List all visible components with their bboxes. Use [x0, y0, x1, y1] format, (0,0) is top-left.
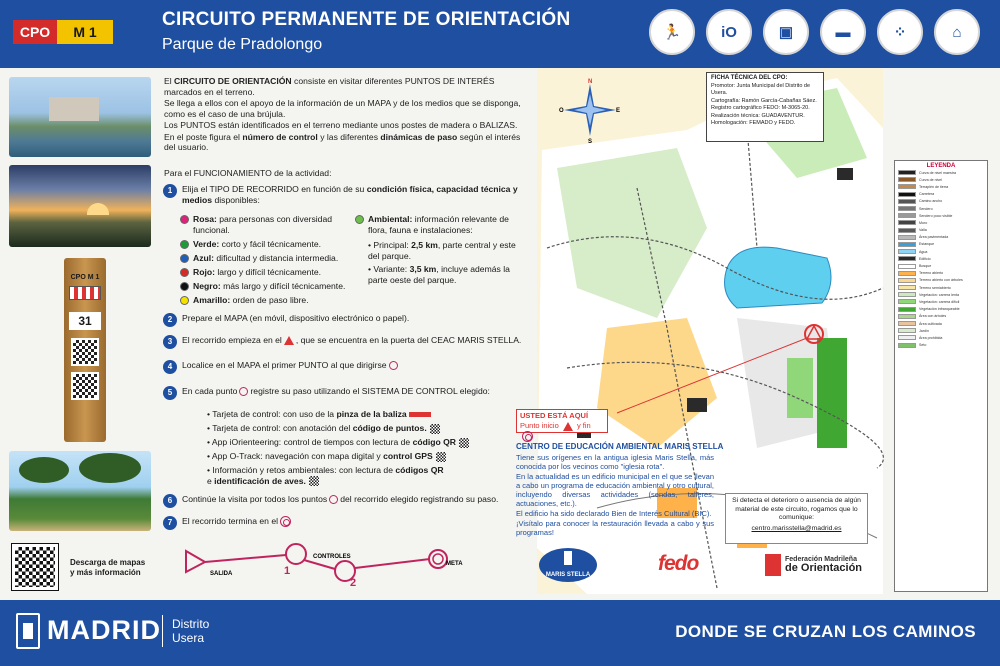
download-text: Descarga de mapas y más información: [70, 558, 146, 577]
leg-line: [355, 559, 430, 568]
legend-row: [895, 227, 987, 234]
route-dot: [180, 215, 189, 224]
io-icon: iO: [706, 9, 752, 55]
legend-label: Edificio: [919, 256, 931, 261]
post-number: 31: [69, 312, 101, 330]
legend-row: [895, 320, 987, 327]
step-1: [163, 184, 528, 205]
control-circle-1: [286, 544, 306, 564]
compass-s: S: [588, 139, 593, 145]
step-text: Prepare el MAPA (en móvil, dispositivo electrónico o papel).: [182, 313, 410, 323]
tree: [19, 457, 69, 483]
legend-label: Agua: [919, 249, 928, 254]
legend-row: [895, 248, 987, 255]
legend-label: Área cultivada: [919, 321, 942, 326]
legend-swatch: [898, 321, 916, 326]
control-circle-icon: [389, 361, 398, 370]
legend-swatch: [898, 228, 916, 233]
fmo-logo: Federación Madrileña de Orientación: [765, 554, 862, 576]
route-dot: [180, 268, 189, 277]
ceac-description: Tiene sus orígenes en la antigua iglesia Maris Stella, más conocida por los vecinos como "iglesia rota". En la actualidad es un edificio municipal en el que se llevan a cabo un programa de educación ambiental y otro cultural, incluyendo diversas actividades (sendas, talleres, actuaciones, etc.). El edificio ha sido declarado Bien de Interés Cultural (BIC). ¡Visítalo para conocer la restauración llevada a cabo y sus programas!: [516, 453, 714, 537]
legend-label: Bosque: [919, 264, 932, 269]
legend-row: [895, 284, 987, 291]
legend-row: [895, 291, 987, 298]
technical-sheet-line: Homologación: FEMADO y FEDO.: [711, 120, 796, 126]
m1-badge: M 1: [57, 20, 113, 44]
header-bar: [0, 0, 1000, 68]
legend-row: [895, 262, 987, 269]
legend-label: Terreno semiabierto: [919, 285, 951, 290]
legend-label: Valla: [919, 228, 927, 233]
building-icon: ⌂: [934, 9, 980, 55]
legend-swatch: [898, 192, 916, 197]
legend-swatch: [898, 307, 916, 312]
legend-row: [895, 198, 987, 205]
dots-code-icon: [430, 424, 440, 434]
legend-row: [895, 169, 987, 176]
finish-outer-circle: [429, 550, 447, 568]
legend-row: [895, 255, 987, 262]
technical-sheet-line: Promotor: Junta Municipal del Distrito de Usera.: [711, 82, 811, 96]
legend-swatch: [898, 278, 916, 283]
legend-label: Vegetación infranqueable: [919, 307, 960, 312]
control-circle-icon: [239, 387, 248, 396]
step-text: El recorrido termina en el: [182, 516, 293, 527]
legend-label: Vegetación: carrera lenta: [919, 292, 959, 297]
download-qr-code[interactable]: [12, 544, 58, 590]
route-verde: Verde: corto y fácil técnicamente.: [180, 239, 348, 250]
legend-swatch: [898, 206, 916, 211]
control-option-codigo: • Tarjeta de control: con anotación del código de puntos.: [207, 423, 440, 434]
legend-row: [895, 306, 987, 313]
map-legend: [894, 160, 988, 592]
building: [837, 168, 853, 180]
control-option-otrack: • App O-Track: navegación con mapa digital y control GPS: [207, 451, 446, 462]
finish-inner-circle: [433, 554, 443, 564]
legend-row: [895, 334, 987, 341]
district-label: Distrito Usera: [172, 617, 210, 645]
legend-label: Carretera: [919, 192, 935, 197]
gps-icon: [436, 452, 446, 462]
cpo-badge: CPO: [13, 20, 57, 44]
punch-icon: [409, 412, 431, 417]
finish-circle-icon: [522, 431, 533, 442]
legend-swatch: [898, 256, 916, 261]
compass-inner: [574, 94, 606, 126]
building: [687, 398, 707, 412]
tree: [79, 453, 141, 483]
legend-swatch: [898, 213, 916, 218]
legend-label: Estanque: [919, 242, 935, 247]
punch-icon: ▬: [820, 9, 866, 55]
step-number: 2: [163, 313, 177, 327]
step-text: El recorrido empieza en el , que se encuentra en la puerta del CEAC MARIS STELLA.: [182, 335, 522, 345]
legend-swatch: [898, 285, 916, 290]
legend-label: Muro: [919, 220, 928, 225]
park-photo-sunset: [9, 165, 151, 247]
legend-row: [895, 342, 987, 349]
step-number: 6: [163, 494, 177, 508]
legend-label: Vegetación: carrera difícil: [919, 299, 960, 304]
legend-swatch: [898, 314, 916, 319]
legend-row: [895, 219, 987, 226]
legend-rows: [895, 169, 987, 349]
legend-swatch: [898, 335, 916, 340]
footer-divider: [162, 615, 163, 647]
funcionamiento-heading: Para el FUNCIONAMIENTO de la actividad:: [164, 168, 332, 178]
page-subtitle: Parque de Pradolongo: [162, 36, 323, 53]
route-amarillo: Amarillo: orden de paso libre.: [180, 295, 348, 306]
legend-swatch: [898, 170, 916, 175]
step-number: 3: [163, 335, 177, 349]
photo-building: [49, 97, 99, 121]
leg-line: [304, 560, 335, 569]
route-dot: [180, 240, 189, 249]
photo-sun: [87, 203, 109, 215]
technical-sheet-line: Realización técnica: GUADAVENTUR.: [711, 112, 805, 119]
step-number: 7: [163, 516, 177, 530]
step-6: [163, 494, 498, 508]
you-are-here-box: USTED ESTÁ AQUÍ Punto inicio y fin: [516, 409, 608, 433]
route-dot: [180, 282, 189, 291]
legend-row: [895, 191, 987, 198]
control-card-icon: ⁘: [877, 9, 923, 55]
legend-label: Terraplén de tierra: [919, 184, 949, 189]
route-negro: Negro: más largo y difícil técnicamente.: [180, 281, 348, 292]
start-triangle-icon: [284, 336, 294, 345]
legend-row: [895, 183, 987, 190]
control-number-1: 1: [284, 565, 291, 577]
compass-rose: [559, 79, 621, 145]
legend-swatch: [898, 264, 916, 269]
legend-row: [895, 205, 987, 212]
compass-o: O: [559, 108, 564, 114]
legend-title: LEYENDA: [926, 163, 956, 169]
legend-row: [895, 241, 987, 248]
route-dot: [355, 215, 364, 224]
control-number-2: 2: [350, 577, 357, 589]
technical-sheet-line: Registro cartográfico FEDO: M-3065-20.: [711, 105, 810, 111]
technical-sheet-line: Cartografía: Ramón García-Cabañas Sáez.: [711, 97, 817, 104]
start-triangle: [186, 551, 205, 572]
legend-swatch: [898, 328, 916, 333]
compass-n: N: [588, 79, 593, 85]
legend-swatch: [898, 299, 916, 304]
legend-label: Curva de nivel maestra: [919, 170, 956, 175]
park-photo-pines: [9, 451, 151, 531]
legend-swatch: [898, 235, 916, 240]
legend-swatch: [898, 220, 916, 225]
header-icons: [649, 9, 980, 55]
finish-circle-icon: [280, 516, 291, 527]
otrack-icon: ▣: [763, 9, 809, 55]
legend-label: Área prohibida: [919, 335, 943, 340]
runner-icon: 🏃: [649, 9, 695, 55]
step-number: 1: [163, 184, 177, 198]
step-2: [163, 313, 409, 327]
post-label: CPO M 1: [70, 274, 100, 281]
you-are-here-label: USTED ESTÁ AQUÍ: [520, 411, 589, 420]
route-rosa: Rosa: para personas con diversidad funcional.: [180, 214, 348, 235]
footer-bar: [0, 600, 1000, 666]
legend-row: [895, 298, 987, 305]
route-dot: [180, 254, 189, 263]
legend-swatch: [898, 271, 916, 276]
legend-label: Área con árboles: [919, 314, 947, 319]
control-circle-icon: [329, 495, 338, 504]
maris-stella-text: MARIS STELLA: [545, 572, 591, 578]
madrid-logo-text: MADRID: [47, 615, 161, 645]
control-option-pinza: • Tarjeta de control: con uso de la pinza de la baliza: [207, 409, 431, 420]
legend-label: Sendero poco visible: [919, 213, 953, 218]
legend-label: Curva de nivel: [919, 177, 942, 182]
legend-swatch: [898, 184, 916, 189]
route-dot: [180, 296, 189, 305]
legend-swatch: [898, 249, 916, 254]
route-azul: Azul: dificultad y distancia intermedia.: [180, 253, 348, 264]
salida-label: SALIDA: [210, 571, 233, 577]
qr-icon: [459, 438, 469, 448]
legend-row: [895, 270, 987, 277]
report-text: Si detecta el deterioro o ausencia de algún material de este circuito, rogamos que lo comunique:: [732, 497, 861, 521]
legend-swatch: [898, 199, 916, 204]
step-number: 5: [163, 386, 177, 400]
route-ambiental: Ambiental: información relevante de flora, fauna e instalaciones:: [355, 214, 525, 235]
step-text: Localice en el MAPA el primer PUNTO al que dirigirse: [182, 360, 400, 371]
ceac-title: CENTRO DE EDUCACIÓN AMBIENTAL MARIS STELLA: [516, 442, 724, 451]
step-4: [163, 360, 400, 374]
controles-label: CONTROLES: [313, 554, 351, 560]
control-option-iorienteering: • App iOrienteering: control de tiempos con lectura de código QR: [207, 437, 469, 448]
report-email-link[interactable]: centro.marisstella@madrid.es: [751, 524, 842, 532]
report-box: [725, 493, 868, 544]
route-rojo: Rojo: largo y difícil técnicamente.: [180, 267, 348, 278]
step-number: 4: [163, 360, 177, 374]
legend-row: [895, 313, 987, 320]
leg-line: [205, 555, 286, 562]
ambiental-variante: • Variante: 3,5 km, incluye además la parte oeste del parque.: [368, 264, 510, 285]
step-text: Continúe la visita por todos los puntos del recorrido elegido registrando su paso.: [182, 494, 499, 504]
legend-label: Terreno abierto con árboles: [919, 278, 963, 283]
step-text: Elija el TIPO DE RECORRIDO en función de su condición física, capacidad técnica y medios disponibles:: [182, 184, 518, 205]
control-option-ambiental: • Información y retos ambientales: con lectura de códigos QR e identificación de aves.: [207, 465, 444, 486]
legend-label: Camino ancho: [919, 199, 943, 204]
ambiental-principal: • Principal: 2,5 km, parte central y este del parque.: [368, 240, 516, 261]
legend-row: [895, 234, 987, 241]
legend-row: [895, 176, 987, 183]
post-qr-code: [71, 338, 99, 366]
post-flag: [69, 286, 101, 300]
legend-row: [895, 212, 987, 219]
technical-sheet-title: FICHA TÉCNICA DEL CPO:: [711, 75, 788, 81]
step-7: [163, 516, 293, 530]
step-5: [163, 386, 490, 400]
intro-text: El CIRCUITO DE ORIENTACIÓN consiste en visitar diferentes PUNTOS DE INTERÉS marcados en el terreno. Se llega a ellos con el apoyo de la información de un MAPA y de los medios que se disponga, como es el caso de una brújula. Los PUNTOS están identificados en el terreno mediante unos postes de madera o BALIZAS. En el poste figura el número de control y las diferentes dinámicas de paso según el interés del usuario.: [164, 76, 521, 152]
legend-row: [895, 327, 987, 334]
maris-stella-logo: [538, 546, 598, 584]
compass-e: E: [616, 108, 621, 114]
page-title: CIRCUITO PERMANENTE DE ORIENTACIÓN: [162, 9, 571, 30]
slogan: DONDE SE CRUZAN LOS CAMINOS: [675, 622, 976, 641]
start-triangle-icon: [563, 422, 573, 431]
vegetation: [787, 358, 813, 418]
course-example-diagram: [180, 538, 480, 588]
madrid-bear-icon: [16, 613, 40, 649]
post-qr-code-2: [71, 372, 99, 400]
dense-vegetation: [817, 338, 847, 448]
technical-sheet: [706, 72, 824, 142]
legend-row: [895, 277, 987, 284]
legend-label: Sendero: [919, 206, 933, 211]
legend-swatch: [898, 177, 916, 182]
control-post-image: [64, 258, 106, 442]
legend-label: Jardín: [919, 328, 929, 333]
bird-icon: [309, 476, 319, 486]
legend-swatch: [898, 292, 916, 297]
legend-swatch: [898, 343, 916, 348]
legend-label: Seto: [919, 343, 927, 348]
meta-label: META: [446, 561, 463, 567]
legend-label: Área pavimentada: [919, 235, 949, 240]
fedo-logo: fedo: [658, 552, 699, 575]
step-3: [163, 335, 521, 349]
step-text: En cada punto registre su paso utilizando el SISTEMA DE CONTROL elegido:: [182, 386, 490, 396]
fmo-mark: [765, 554, 781, 576]
legend-swatch: [898, 242, 916, 247]
park-photo-lake: [9, 77, 151, 157]
legend-label: Terreno abierto: [919, 271, 944, 276]
